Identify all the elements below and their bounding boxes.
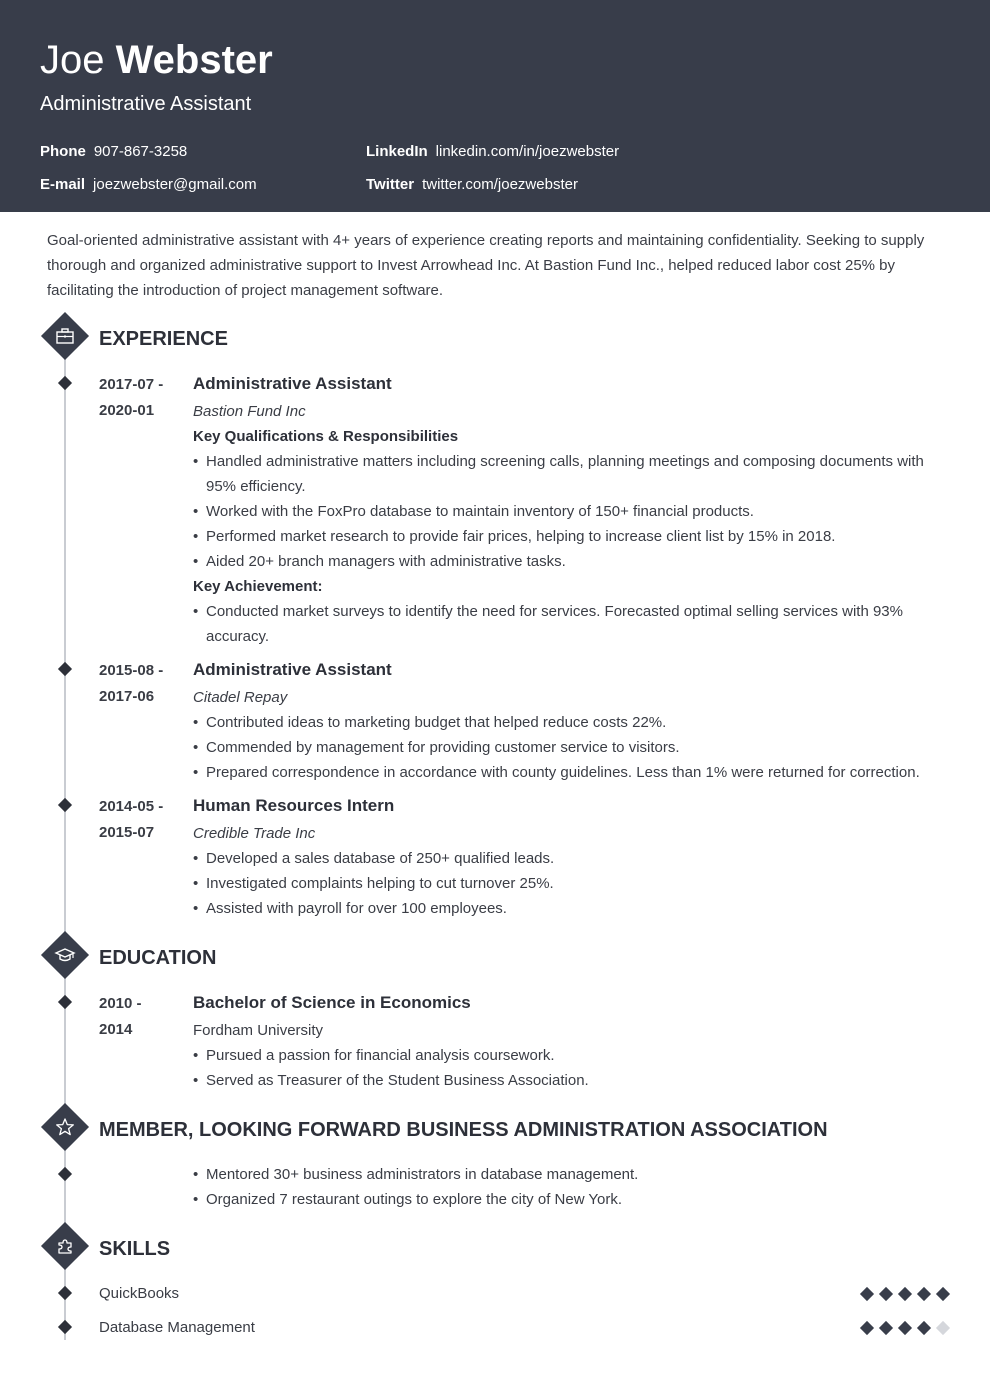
membership-bullets (193, 1162, 933, 1212)
skill-rating (860, 1287, 952, 1301)
list-item: • Mentored 30+ business administrators in database management. (193, 1162, 933, 1187)
timeline-dot (58, 798, 72, 812)
linkedin-label: LinkedIn (366, 143, 428, 160)
resume-header (0, 0, 990, 212)
edu-degree: Bachelor of Science in Economics (193, 993, 471, 1012)
timeline-dot (58, 995, 72, 1009)
last-name: Webster (115, 38, 273, 82)
skills-heading: SKILLS (99, 1238, 171, 1260)
puzzle-icon (41, 1222, 89, 1270)
edu-school: Fordham University (193, 1022, 324, 1039)
rating-diamond-filled (860, 1287, 874, 1301)
contact-twitter (366, 175, 578, 195)
job-company: Citadel Repay (193, 689, 288, 706)
list-item: • Prepared correspondence in accordance with county guidelines. Less than 1% were returned for correction. (193, 760, 933, 785)
rating-diamond-filled (860, 1321, 874, 1335)
phone-value: 907-867-3258 (93, 143, 188, 160)
phone-label: Phone (40, 143, 86, 160)
summary-paragraph: Goal-oriented administrative assistant with 4+ years of experience creating reports and maintaining confidentiality. Seeking to supply thorough and organized administrative support to Invest Arrowhead Inc. At Bastion Fund Inc., helped reduced labor cost 25% by facilitating the introduction of project management software. (47, 232, 925, 299)
first-name: Joe (40, 38, 105, 82)
skill-rating (860, 1321, 952, 1335)
rating-diamond-filled (936, 1287, 950, 1301)
list-item: • Served as Treasurer of the Student Business Association. (193, 1068, 933, 1093)
linkedin-value[interactable]: linkedin.com/in/joezwebster (435, 143, 620, 160)
list-item: • Contributed ideas to marketing budget that helped reduce costs 22%. (193, 710, 933, 735)
skill-name: Database Management (99, 1319, 255, 1336)
rating-diamond-filled (898, 1321, 912, 1335)
twitter-value[interactable]: twitter.com/joezwebster (422, 176, 578, 193)
rating-diamond-filled (879, 1287, 893, 1301)
rating-diamond-filled (898, 1287, 912, 1301)
timeline-line (64, 350, 66, 1340)
contact-phone (40, 142, 187, 162)
timeline-dot (58, 1167, 72, 1181)
list-item: • Assisted with payroll for over 100 employees. (193, 896, 933, 921)
email-label: E-mail (40, 176, 86, 193)
list-item: • Organized 7 restaurant outings to explore the city of New York. (193, 1187, 933, 1212)
job-bullets (193, 846, 933, 921)
job-title-heading: Administrative Assistant (40, 93, 252, 115)
email-value[interactable]: joezwebster@gmail.com (93, 176, 257, 193)
timeline-dot (58, 1320, 72, 1334)
job-company: Credible Trade Inc (193, 825, 316, 842)
job-date-end: 2015-07 (99, 824, 155, 841)
list-item: • Investigated complaints helping to cut turnover 25%. (193, 871, 933, 896)
contact-email (40, 175, 257, 195)
timeline-dot (58, 376, 72, 390)
timeline-dot (58, 1286, 72, 1300)
rating-diamond-filled (917, 1321, 931, 1335)
job-bullets (193, 599, 933, 649)
job-subheading: Key Qualifications & Responsibilities (193, 428, 459, 445)
list-item: • Handled administrative matters including screening calls, planning meetings and composing documents with 95% efficiency. (193, 449, 933, 499)
edu-date-start: 2010 - (99, 995, 142, 1012)
job-date-start: 2015-08 - (99, 662, 164, 679)
star-icon (41, 1103, 89, 1151)
education-heading: EDUCATION (99, 947, 217, 969)
job-bullets (193, 710, 933, 785)
job-date-start: 2017-07 - (99, 376, 164, 393)
job-subheading: Key Achievement: (193, 578, 323, 595)
job-date-start: 2014-05 - (99, 798, 164, 815)
rating-diamond-filled (917, 1287, 931, 1301)
edu-date-end: 2014 (99, 1021, 133, 1038)
list-item: • Commended by management for providing customer service to visitors. (193, 735, 933, 760)
briefcase-icon (41, 312, 89, 360)
list-item: • Worked with the FoxPro database to maintain inventory of 150+ financial products. (193, 499, 933, 524)
list-item: • Developed a sales database of 250+ qualified leads. (193, 846, 933, 871)
skill-name: QuickBooks (99, 1285, 180, 1302)
job-date-end: 2017-06 (99, 688, 155, 705)
job-title: Human Resources Intern (193, 796, 395, 815)
list-item: • Performed market research to provide fair prices, helping to increase client list by 15% in 2018. (193, 524, 933, 549)
job-bullets (193, 449, 933, 574)
job-title: Administrative Assistant (193, 374, 392, 393)
list-item: • Pursued a passion for financial analysis coursework. (193, 1043, 933, 1068)
rating-diamond-empty (936, 1321, 950, 1335)
graduation-cap-icon (41, 931, 89, 979)
job-date-end: 2020-01 (99, 402, 155, 419)
job-company: Bastion Fund Inc (193, 403, 306, 420)
membership-heading: MEMBER, LOOKING FORWARD BUSINESS ADMINISTRATION ASSOCIATION (99, 1119, 828, 1141)
list-item: • Conducted market surveys to identify the need for services. Forecasted optimal selling services with 93% accuracy. (193, 599, 933, 649)
experience-heading: EXPERIENCE (99, 328, 228, 350)
twitter-label: Twitter (366, 176, 415, 193)
edu-bullets (193, 1043, 933, 1093)
timeline-dot (58, 662, 72, 676)
rating-diamond-filled (879, 1321, 893, 1335)
list-item: • Aided 20+ branch managers with administrative tasks. (193, 549, 933, 574)
job-title: Administrative Assistant (193, 660, 392, 679)
candidate-name (40, 36, 273, 84)
contact-linkedin (366, 142, 619, 162)
